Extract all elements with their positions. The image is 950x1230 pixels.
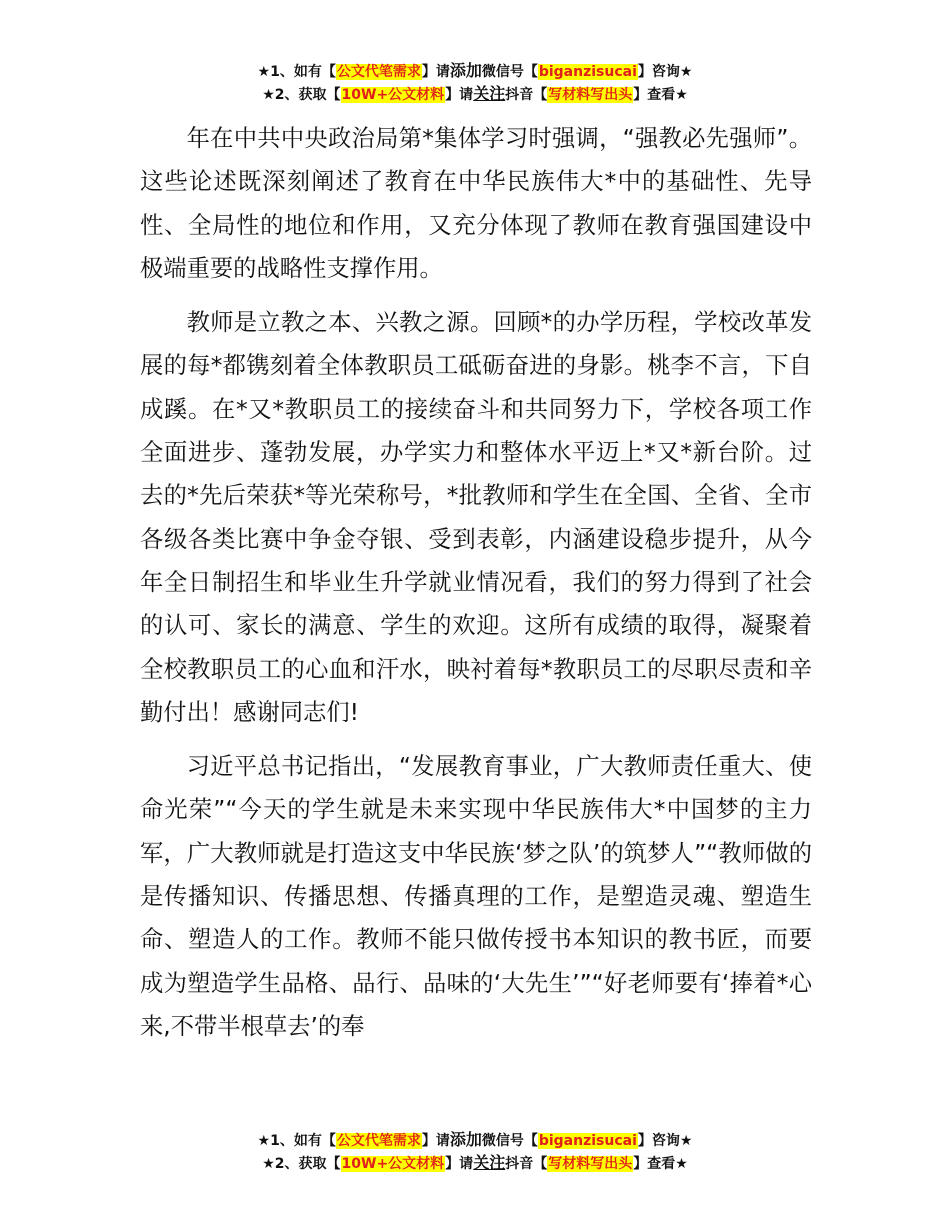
footer-line-1-prefix: ★1、如有【 [257, 1133, 336, 1149]
banner-line-1-emph: 添加 [449, 61, 482, 80]
banner-line-2-highlight-materials: 10W+公文材料 [341, 87, 445, 103]
footer-line-2-suffix: 】查看★ [633, 1156, 688, 1172]
footer-line-2-highlight-douyin: 写材料写出头 [548, 1156, 633, 1172]
banner-line-2-prefix: ★2、获取【 [262, 87, 341, 103]
banner-line-1-mid2: 微信号【 [481, 64, 538, 80]
footer-line-2-mid1: 】请 [445, 1156, 474, 1172]
banner-line-2-emph: 关注 [473, 84, 506, 103]
banner-line-1-suffix: 】咨询★ [637, 64, 693, 80]
footer-line-1 [0, 1129, 950, 1152]
footer-line-1-suffix: 】咨询★ [637, 1133, 693, 1149]
header-banner [0, 60, 950, 106]
footer-line-2 [0, 1152, 950, 1175]
banner-line-2-mid2: 抖音【 [505, 87, 548, 103]
banner-line-1-highlight-wechat: biganzisucai [538, 64, 637, 80]
footer-line-2-mid2: 抖音【 [505, 1156, 548, 1172]
footer-line-2-prefix: ★2、获取【 [262, 1156, 341, 1172]
footer-line-1-highlight-wechat: biganzisucai [538, 1133, 637, 1149]
footer-line-1-highlight-service: 公文代笔需求 [336, 1133, 421, 1149]
footer-line-2-highlight-materials: 10W+公文材料 [341, 1156, 445, 1172]
footer-line-1-mid2: 微信号【 [481, 1133, 538, 1149]
banner-line-2-suffix: 】查看★ [633, 87, 688, 103]
paragraph-2: 教师是立教之本、兴教之源。回顾*的办学历程，学校改革发展的每*都镌刻着全体教职员工砥砺奋进的身影。桃李不言，下自成蹊。在*又*教职员工的接续奋斗和共同努力下，学校各项工作全面进步、蓬勃发展，办学实力和整体水平迈上*又*新台阶。过去的*先后荣获*等光荣称号，*批教师和学生在全国、全省、全市各级各类比赛中争金夺银、受到表彰，内涵建设稳步提升，从今年全日制招生和毕业生升学就业情况看，我们的努力得到了社会的认可、家长的满意、学生的欢迎。这所有成绩的取得，凝聚着全校教职员工的心血和汗水，映衬着每*教职员工的尽职尽责和辛勤付出！感谢同志们! [140, 309, 812, 726]
document-body [140, 117, 812, 1059]
footer-banner [0, 1129, 950, 1175]
footer-line-1-emph: 添加 [449, 1130, 482, 1149]
paragraph-1: 年在中共中央政治局第*集体学习时强调，“强教必先强师”。这些论述既深刻阐述了教育在中华民族伟大*中的基础性、先导性、全局性的地位和作用，又充分体现了教师在教育强国建设中极端重要的战略性支撑作用。 [140, 125, 812, 282]
banner-line-1-prefix: ★1、如有【 [257, 64, 336, 80]
banner-line-1-mid1: 】请 [421, 64, 450, 80]
banner-line-1-highlight-service: 公文代笔需求 [336, 64, 421, 80]
banner-line-2-mid1: 】请 [445, 87, 474, 103]
banner-line-1 [0, 60, 950, 83]
paragraph-3: 习近平总书记指出，“发展教育事业，广大教师责任重大、使命光荣”“今天的学生就是未来实现中华民族伟大*中国梦的主力军，广大教师就是打造这支中华民族‘梦之队’的筑梦人”“教师做的是传播知识、传播思想、传播真理的工作，是塑造灵魂、塑造生命、塑造人的工作。教师不能只做传授书本知识的教书匠，而要成为塑造学生品格、品行、品味的‘大先生’”“好老师要有‘捧着*心来,不带半根草去’的奉 [140, 753, 812, 1040]
footer-line-2-emph: 关注 [473, 1153, 506, 1172]
footer-line-1-mid1: 】请 [421, 1133, 450, 1149]
banner-line-2 [0, 83, 950, 106]
banner-line-2-highlight-douyin: 写材料写出头 [548, 87, 633, 103]
